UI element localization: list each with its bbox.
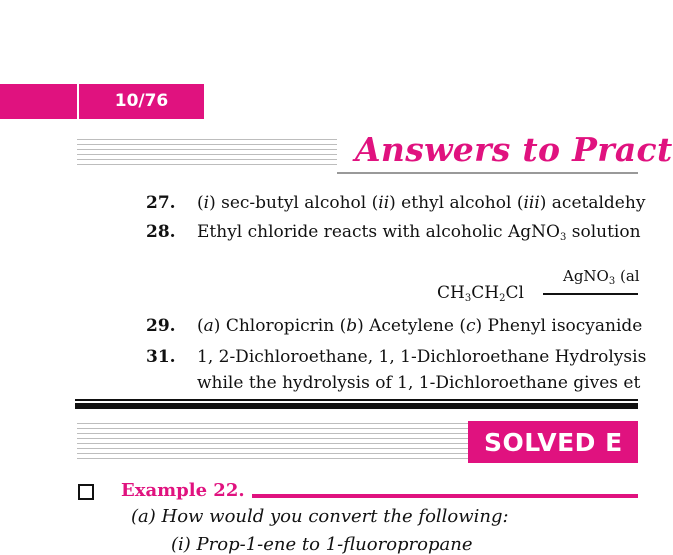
answer-text: Ethyl chloride reacts with alcoholic AgNO$_3$ solution [197, 222, 641, 243]
text-run: ) sec-butyl alcohol ( [209, 193, 379, 213]
section-heading: Answers to Pract [355, 130, 673, 169]
example-part-a: (a) How would you convert the following: [131, 506, 509, 527]
example-label: Example 22. [121, 480, 245, 501]
heading-rule-lines [77, 139, 337, 167]
banner-rule-lines [77, 423, 468, 463]
text-run: ) acetaldehy [539, 193, 646, 213]
answer-text-line: while the hydrolysis of 1, 1-Dichloroethane gives et [197, 373, 641, 393]
solved-examples-banner: SOLVED E [468, 421, 638, 463]
answer-text-line: 1, 2-Dichloroethane, 1, 1-Dichloroethane Hydrolysis [197, 347, 647, 367]
italic-marker: a [203, 316, 214, 336]
reagent-label: AgNO$_3$ (al [563, 267, 640, 287]
text-run: ) Phenyl isocyanide [475, 316, 643, 336]
reactant-formula: $CH_3CH_2Cl$ [437, 283, 524, 304]
page-number-band [0, 84, 77, 119]
section-divider [75, 403, 638, 409]
example-underline [252, 494, 638, 498]
section-divider-thin [75, 399, 638, 401]
text-run: ) Chloropicrin ( [213, 316, 347, 336]
text-run: ( [197, 193, 204, 213]
checkbox-icon [78, 484, 94, 500]
heading-underline [337, 172, 638, 174]
italic-marker: c [465, 316, 476, 336]
answer-number: 31. [146, 347, 176, 367]
text-run: ) Acetylene ( [357, 316, 466, 336]
reaction-arrow [543, 293, 638, 295]
text-run: ( [197, 316, 204, 336]
italic-marker: b [346, 316, 358, 336]
example-subpart-i: (i) Prop-1-ene to 1-fluoropropane [171, 534, 473, 555]
answer-number: 27. [146, 193, 176, 213]
text-run: ) ethyl alcohol ( [389, 193, 524, 213]
answer-number: 29. [146, 316, 176, 336]
answer-text [197, 316, 642, 336]
italic-marker: i [203, 193, 210, 213]
italic-marker: iii [523, 193, 540, 213]
page-number: 10/76 [79, 84, 204, 119]
answer-text [197, 193, 645, 213]
answer-number: 28. [146, 222, 176, 242]
italic-marker: ii [378, 193, 390, 213]
